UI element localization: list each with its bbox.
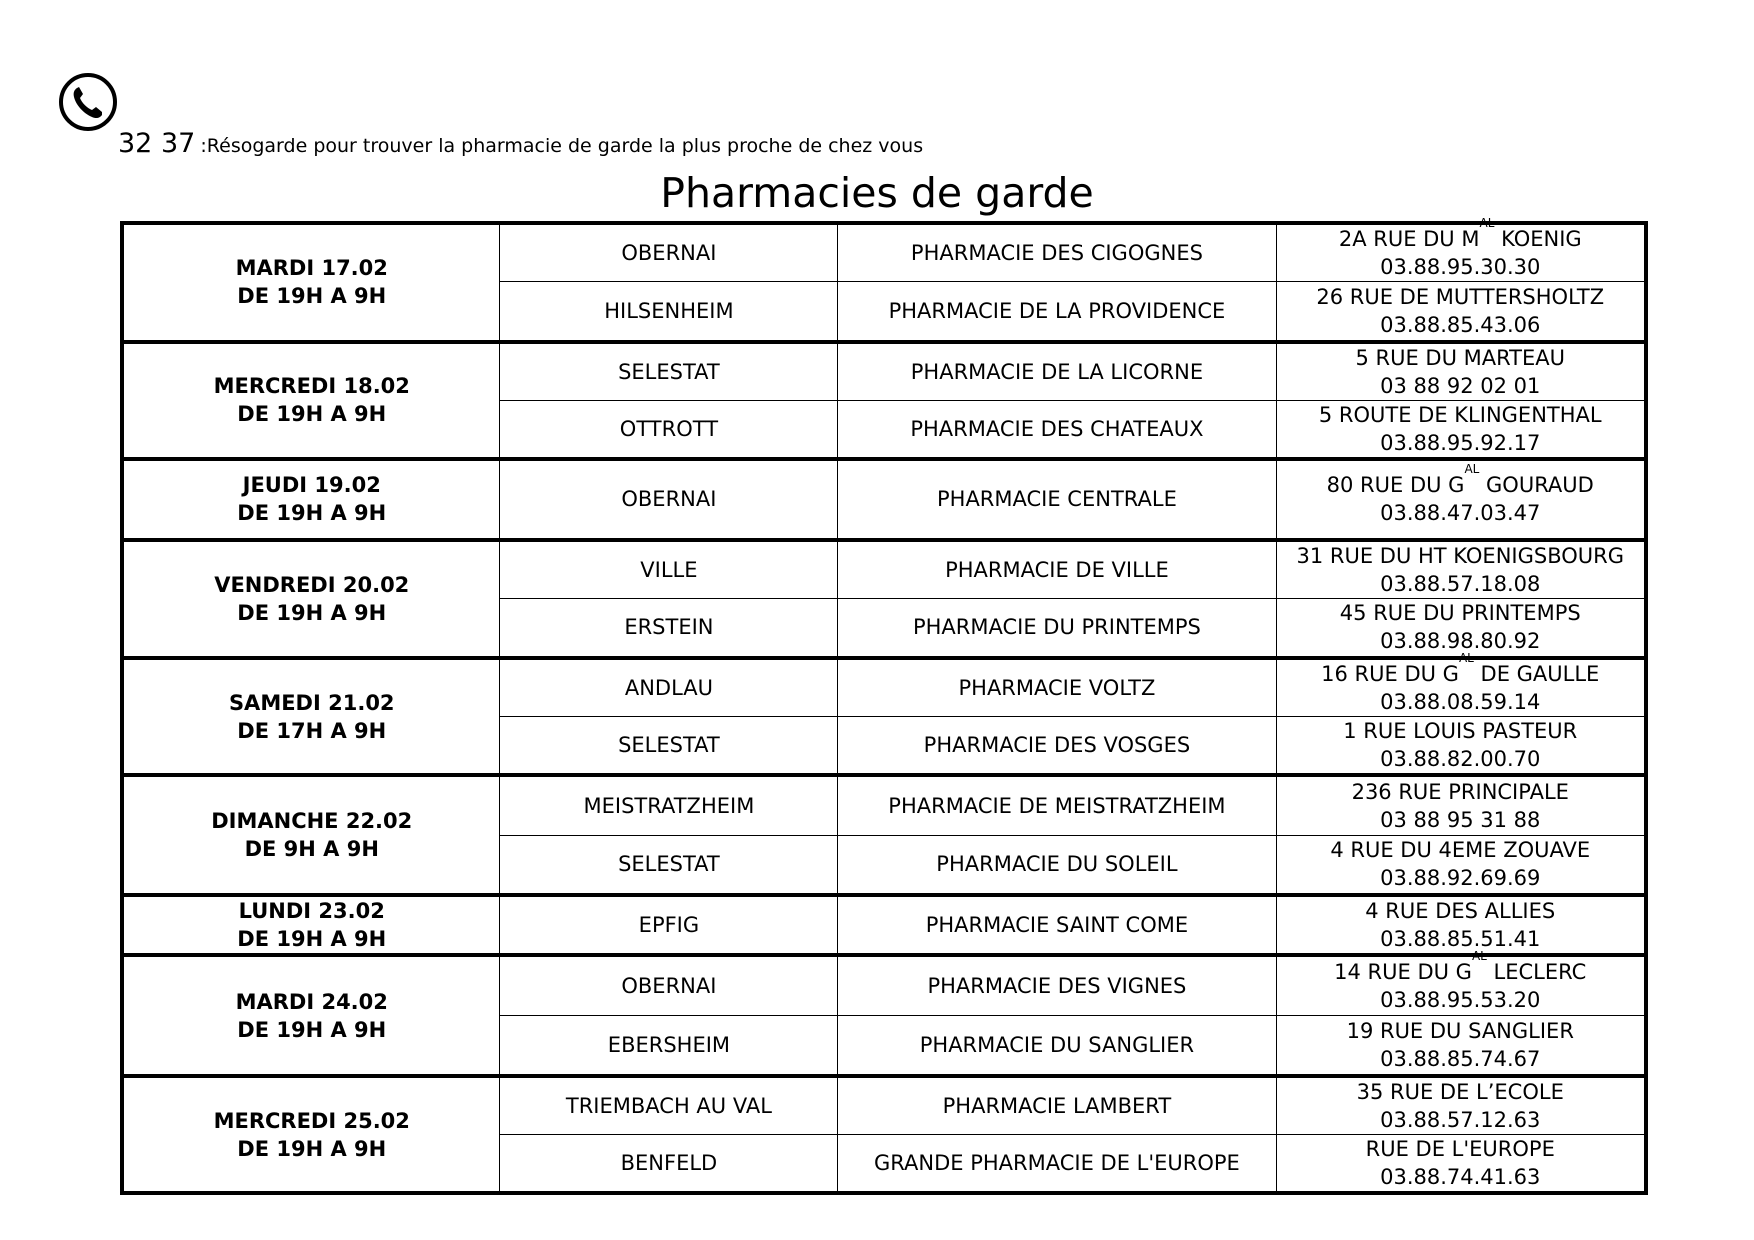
day-hours: DE 19H A 9H xyxy=(237,1136,387,1161)
address-cell xyxy=(1276,400,1646,459)
table-row xyxy=(122,540,1646,599)
pharmacy-cell: PHARMACIE DES CIGOGNES xyxy=(838,223,1276,282)
address-text: 80 RUE DU G xyxy=(1326,473,1465,497)
town-cell: OBERNAI xyxy=(500,223,838,282)
town-cell: TRIEMBACH AU VAL xyxy=(500,1076,838,1135)
address-text: 31 RUE DU HT KOENIGSBOURG xyxy=(1296,543,1625,568)
table-row xyxy=(122,223,1646,282)
date-cell xyxy=(122,223,500,342)
phone-line: 03.88.57.18.08 xyxy=(1380,571,1541,596)
town-cell: SELESTAT xyxy=(500,835,838,895)
address-line xyxy=(1277,1078,1645,1106)
day-date: MARDI 17.02 xyxy=(235,256,388,281)
pharmacy-cell: PHARMACIE DE MEISTRATZHEIM xyxy=(838,775,1276,835)
pharmacy-cell: GRANDE PHARMACIE DE L'EUROPE xyxy=(838,1135,1276,1194)
address-line xyxy=(1277,948,1645,986)
day-hours: DE 19H A 9H xyxy=(237,600,387,625)
phone-line: 03.88.57.12.63 xyxy=(1380,1108,1541,1132)
table-row xyxy=(122,775,1646,835)
address-line xyxy=(1277,344,1645,372)
phone-icon xyxy=(58,72,118,132)
pharmacy-cell: PHARMACIE DE LA PROVIDENCE xyxy=(838,282,1276,342)
pharmacy-cell: PHARMACIE DU SOLEIL xyxy=(838,835,1276,895)
town-cell: ANDLAU xyxy=(500,658,838,717)
address-line xyxy=(1277,283,1645,311)
table-row xyxy=(122,1076,1646,1135)
pharmacy-cell: PHARMACIE LAMBERT xyxy=(838,1076,1276,1135)
date-cell xyxy=(122,1076,500,1193)
town-cell: OBERNAI xyxy=(500,955,838,1015)
address-cell xyxy=(1276,540,1646,599)
address-cell xyxy=(1276,598,1646,658)
address-text: 236 RUE PRINCIPALE xyxy=(1351,779,1569,804)
phone-line: 03.88.82.00.70 xyxy=(1380,747,1541,771)
address-text-end: KOENIG xyxy=(1494,227,1582,251)
town-cell: SELESTAT xyxy=(500,342,838,401)
phone-line: 03.88.95.53.20 xyxy=(1380,987,1541,1012)
pharmacy-cell: PHARMACIE DES CHATEAUX xyxy=(838,400,1276,459)
address-text: 26 RUE DE MUTTERSHOLTZ xyxy=(1316,284,1605,309)
date-cell xyxy=(122,955,500,1076)
address-line xyxy=(1277,717,1645,745)
address-text: 5 ROUTE DE KLINGENTHAL xyxy=(1318,402,1602,427)
table-row xyxy=(122,895,1646,955)
table-row xyxy=(122,658,1646,717)
info-text: :Résogarde pour trouver la pharmacie de garde la plus proche de chez vous xyxy=(200,135,924,157)
address-text: 4 RUE DU 4EME ZOUAVE xyxy=(1330,838,1591,863)
address-cell xyxy=(1276,948,1646,1015)
day-hours: DE 17H A 9H xyxy=(237,718,387,743)
day-hours: DE 19H A 9H xyxy=(237,1017,387,1042)
phone-line: 03 88 92 02 01 xyxy=(1380,373,1541,398)
address-text-end: LECLERC xyxy=(1486,959,1587,984)
address-line xyxy=(1277,651,1645,688)
day-date: LUNDI 23.02 xyxy=(238,899,385,923)
pharmacy-cell: PHARMACIE VOLTZ xyxy=(838,658,1276,717)
address-cell xyxy=(1276,717,1646,776)
address-abbrev: AL xyxy=(1479,216,1495,230)
address-text: 5 RUE DU MARTEAU xyxy=(1355,345,1566,370)
address-abbrev: AL xyxy=(1458,651,1474,665)
address-cell xyxy=(1276,775,1646,835)
phone-line: 03.88.74.41.63 xyxy=(1380,1165,1541,1189)
address-cell xyxy=(1276,1135,1646,1194)
address-text: 45 RUE DU PRINTEMPS xyxy=(1339,601,1581,626)
address-abbrev: AL xyxy=(1471,948,1487,963)
phone-line: 03.88.85.43.06 xyxy=(1380,312,1541,337)
address-line xyxy=(1277,462,1645,499)
pharmacy-cell: PHARMACIE DE VILLE xyxy=(838,540,1276,599)
day-hours: DE 19H A 9H xyxy=(237,501,387,525)
pharmacy-cell: PHARMACIE DES VOSGES xyxy=(838,717,1276,776)
duty-table xyxy=(120,216,1648,1195)
address-cell xyxy=(1276,1076,1646,1135)
duty-table-body xyxy=(122,216,1646,1193)
phone-line: 03.88.95.92.17 xyxy=(1380,430,1541,455)
address-text: RUE DE L'EUROPE xyxy=(1365,1137,1555,1161)
address-line xyxy=(1277,1135,1645,1163)
address-text-end: DE GAULLE xyxy=(1473,662,1600,686)
date-cell xyxy=(122,775,500,895)
day-date: DIMANCHE 22.02 xyxy=(211,809,413,833)
pharmacy-cell: PHARMACIE CENTRALE xyxy=(838,459,1276,540)
town-cell: VILLE xyxy=(500,540,838,599)
date-cell xyxy=(122,658,500,775)
address-text-end: GOURAUD xyxy=(1479,473,1594,497)
town-cell: HILSENHEIM xyxy=(500,282,838,342)
address-line xyxy=(1277,216,1645,253)
day-date: MERCREDI 18.02 xyxy=(213,374,410,398)
day-date: MERCREDI 25.02 xyxy=(213,1108,410,1133)
phone-number: 32 37 xyxy=(118,128,196,159)
town-cell: OBERNAI xyxy=(500,459,838,540)
phone-line: 03.88.08.59.14 xyxy=(1380,690,1541,714)
phone-line: 03.88.47.03.47 xyxy=(1380,501,1541,525)
day-hours: DE 19H A 9H xyxy=(237,927,387,951)
address-cell xyxy=(1276,342,1646,401)
address-text: 16 RUE DU G xyxy=(1321,662,1459,686)
address-line xyxy=(1277,401,1645,429)
day-date: MARDI 24.02 xyxy=(235,989,388,1014)
address-cell xyxy=(1276,216,1646,282)
address-cell xyxy=(1276,651,1646,717)
address-line xyxy=(1277,1017,1645,1045)
town-cell: OTTROTT xyxy=(500,400,838,459)
day-date: JEUDI 19.02 xyxy=(242,473,381,497)
town-cell: EBERSHEIM xyxy=(500,1015,838,1076)
address-cell xyxy=(1276,895,1646,955)
town-cell: MEISTRATZHEIM xyxy=(500,775,838,835)
phone-line: 03.88.98.80.92 xyxy=(1380,629,1541,654)
day-date: VENDREDI 20.02 xyxy=(214,572,410,597)
town-cell: SELESTAT xyxy=(500,717,838,776)
address-text: 19 RUE DU SANGLIER xyxy=(1346,1018,1574,1043)
info-line xyxy=(118,128,923,159)
address-line xyxy=(1277,897,1645,925)
phone-line: 03.88.95.30.30 xyxy=(1380,255,1541,279)
address-cell xyxy=(1276,1015,1646,1076)
phone-line: 03.88.85.51.41 xyxy=(1380,927,1541,951)
address-text: 1 RUE LOUIS PASTEUR xyxy=(1343,719,1578,743)
address-line xyxy=(1277,836,1645,864)
address-text: 14 RUE DU G xyxy=(1334,959,1472,984)
town-cell: ERSTEIN xyxy=(500,598,838,658)
address-cell xyxy=(1276,282,1646,342)
address-abbrev: AL xyxy=(1464,462,1480,476)
day-hours: DE 19H A 9H xyxy=(237,284,387,309)
address-line xyxy=(1277,778,1645,806)
phone-line: 03.88.85.74.67 xyxy=(1380,1046,1541,1071)
date-cell xyxy=(122,895,500,955)
address-text: 4 RUE DES ALLIES xyxy=(1365,899,1556,923)
pharmacy-cell: PHARMACIE DU PRINTEMPS xyxy=(838,598,1276,658)
pharmacy-cell: PHARMACIE DE LA LICORNE xyxy=(838,342,1276,401)
pharmacy-cell: PHARMACIE DES VIGNES xyxy=(838,955,1276,1015)
table-row xyxy=(122,459,1646,540)
day-date: SAMEDI 21.02 xyxy=(228,690,395,715)
address-cell xyxy=(1276,835,1646,895)
date-cell xyxy=(122,540,500,659)
address-text: 35 RUE DE L’ECOLE xyxy=(1356,1080,1564,1104)
table-row xyxy=(122,342,1646,401)
address-line xyxy=(1277,542,1645,570)
table-row xyxy=(122,955,1646,1015)
pharmacy-cell: PHARMACIE SAINT COME xyxy=(838,895,1276,955)
phone-line: 03 88 95 31 88 xyxy=(1380,807,1541,832)
town-cell: BENFELD xyxy=(500,1135,838,1194)
day-hours: DE 9H A 9H xyxy=(244,837,379,861)
pharmacy-cell: PHARMACIE DU SANGLIER xyxy=(838,1015,1276,1076)
phone-line: 03.88.92.69.69 xyxy=(1380,866,1541,891)
page-title: Pharmacies de garde xyxy=(660,169,1094,217)
address-line xyxy=(1277,599,1645,627)
date-cell xyxy=(122,459,500,540)
town-cell: EPFIG xyxy=(500,895,838,955)
day-hours: DE 19H A 9H xyxy=(237,402,387,426)
date-cell xyxy=(122,342,500,459)
address-text: 2A RUE DU M xyxy=(1338,227,1480,251)
address-cell xyxy=(1276,459,1646,540)
